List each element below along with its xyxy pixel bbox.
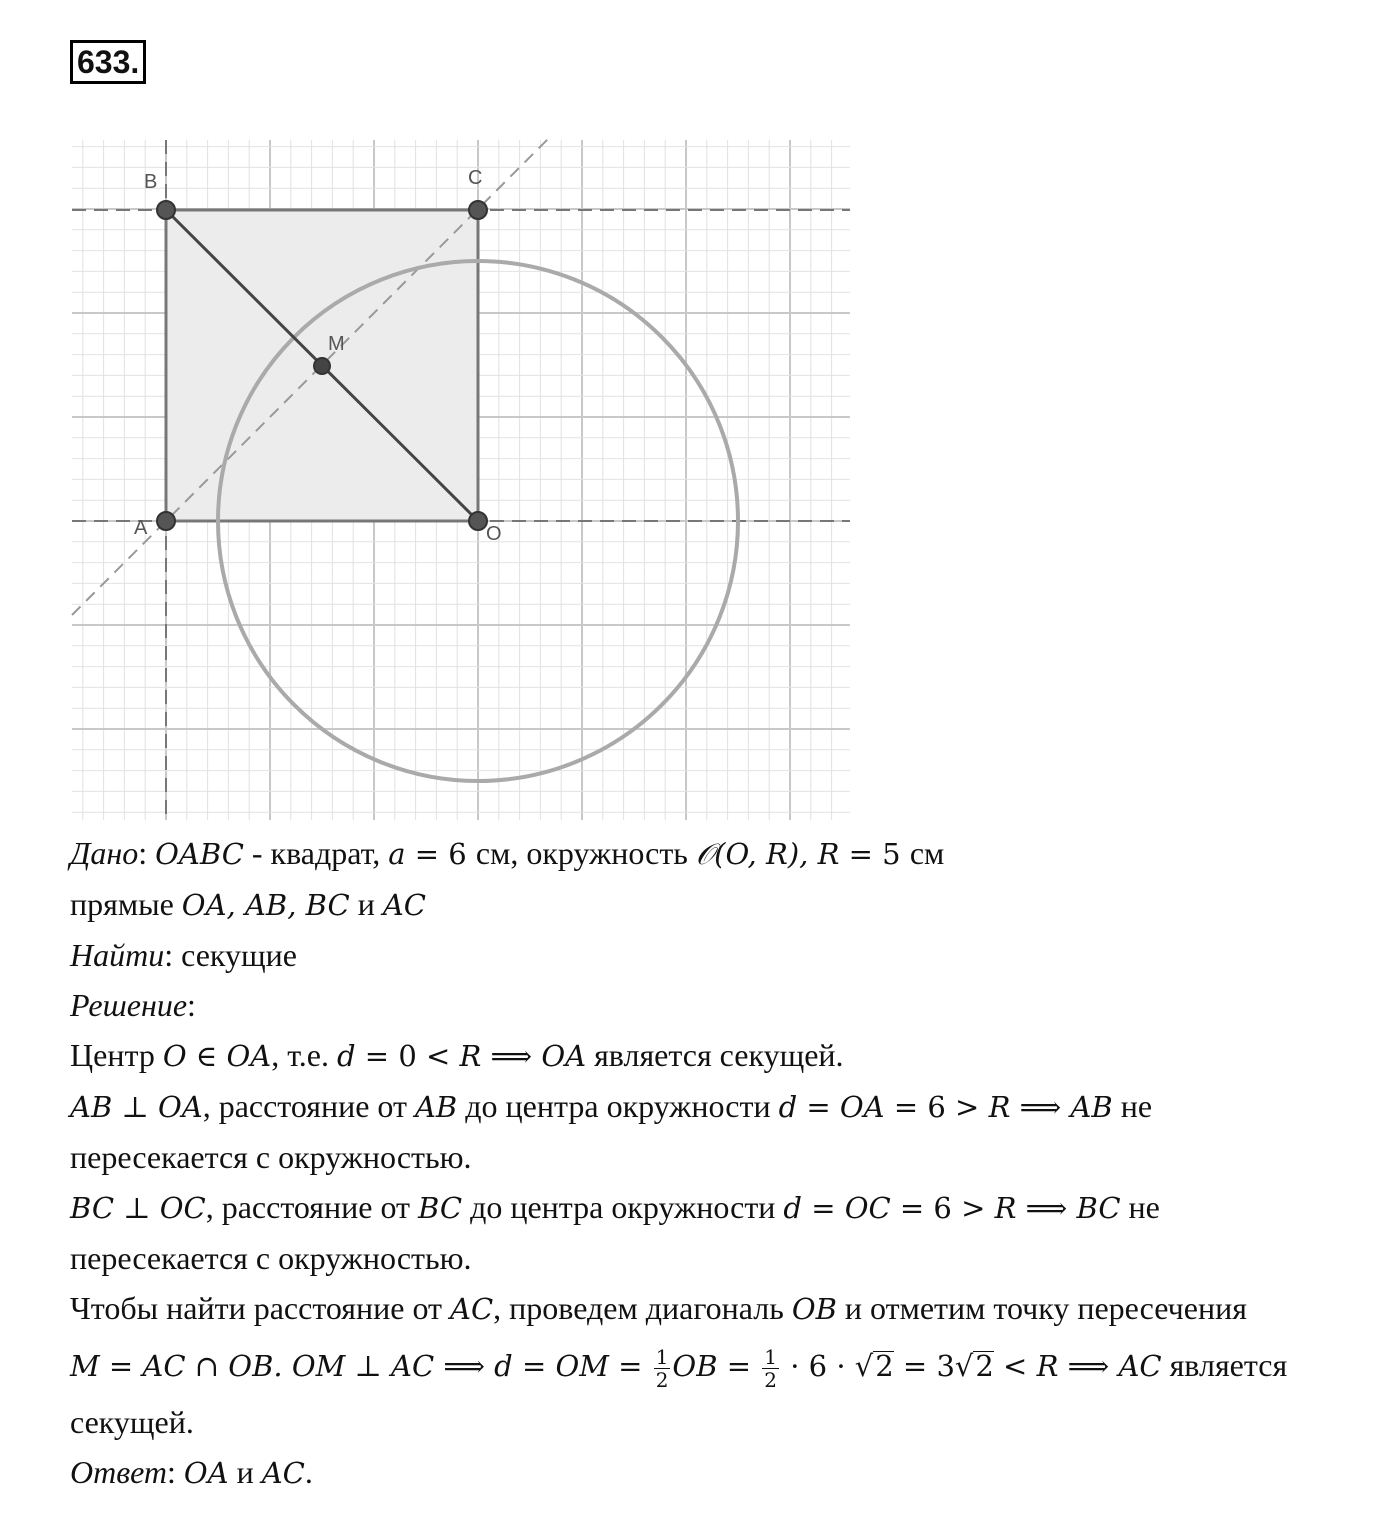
solution-heading: Решение: [70,987,196,1023]
geometry-figure [60,130,860,825]
solution-step-5-cont: секущей. [70,1404,194,1440]
label-a: A [134,517,148,539]
solution-step-1: Центр O ∈ OA, т.е. d = 0 < R ⟹ OA является секущей. [70,1037,844,1073]
solution-step-3-cont: пересекается с окружностью. [70,1240,472,1276]
fraction-one-half: $\frac{1}{2}$ [655,1345,669,1393]
solution-step-5: M = AC ∩ OB. OM ⊥ AC ⟹ d = OM = $\frac{1}{2}$ OB = $\frac{1}{2}$ · 6 · √2 = 3√2 < R ⟹ AC является [70,1345,1288,1393]
point-o [469,512,487,530]
point-m [314,358,330,374]
label-b: B [144,171,158,193]
point-a [157,512,175,530]
answer-line: Ответ: OA и AC. [70,1454,313,1490]
point-b [157,201,175,219]
lines-line: прямые OA, AB, BC и AC [70,886,426,922]
solution-text [70,828,1390,1498]
problem-number: 633. [70,40,146,84]
given-line: Дано: OABC - квадрат, a = 6 см, окружность 𝒪(O, R), R = 5 см [70,835,945,871]
fraction-one-half: $\frac{1}{2}$ [764,1345,777,1393]
label-c: C [468,167,483,189]
find-line: Найти: секущие [70,937,297,973]
label-m: M [328,333,345,355]
solution-step-2: AB ⊥ OA, расстояние от AB до центра окружности d = OA = 6 > R ⟹ AB не [70,1088,1153,1124]
solution-step-4: Чтобы найти расстояние от AC, проведем диагональ OB и отметим точку пересечения [70,1290,1247,1326]
point-c [469,201,487,219]
label-o: O [486,523,502,545]
solution-step-3: BC ⊥ OC, расстояние от BC до центра окружности d = OC = 6 > R ⟹ BC не [70,1189,1160,1225]
solution-step-2-cont: пересекается с окружностью. [70,1139,472,1175]
